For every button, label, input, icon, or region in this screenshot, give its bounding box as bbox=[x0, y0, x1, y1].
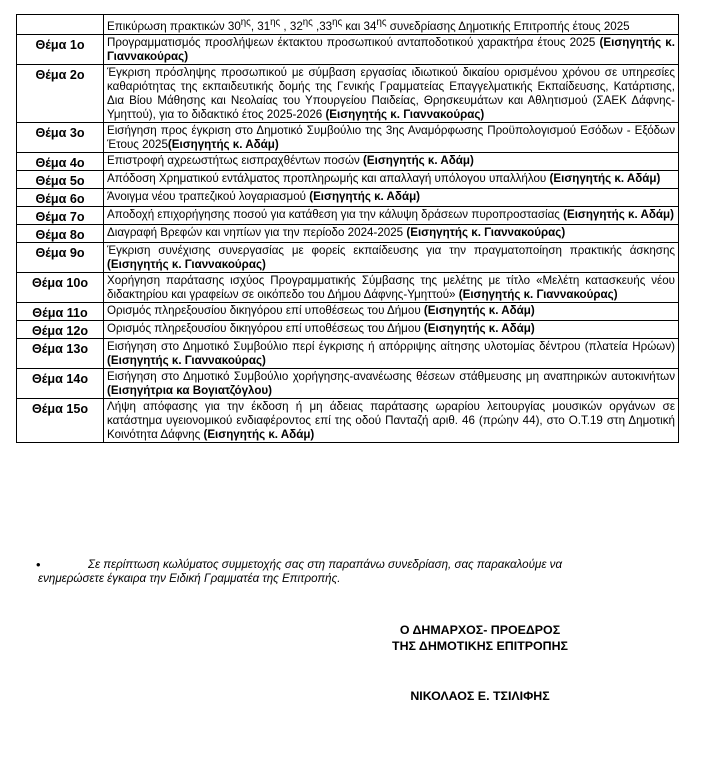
bullet-icon: • bbox=[36, 557, 41, 572]
agenda-item-number: Θέμα 5ο bbox=[17, 170, 104, 188]
agenda-row-minutes bbox=[17, 15, 679, 35]
note-line-2: ενημερώσετε έγκαιρα την Ειδική Γραμματέα της Επιτροπής. bbox=[38, 572, 341, 585]
agenda-table bbox=[16, 14, 679, 443]
agenda-row bbox=[17, 152, 679, 170]
agenda-item-number: Θέμα 1ο bbox=[17, 34, 104, 64]
agenda-item-description: Εισήγηση στο Δημοτικό Συμβούλιο χορήγησης-ανανέωσης θέσεων στάθμευσης μη αναπηρικών αυτοκινήτων (Εισηγήτρια κα Βογιατζόγλου) bbox=[104, 368, 679, 398]
rapporteur: (Εισηγητής κ. Αδάμ) bbox=[549, 171, 661, 185]
agenda-row bbox=[17, 206, 679, 224]
agenda-row bbox=[17, 224, 679, 242]
agenda-item-number: Θέμα 8ο bbox=[17, 224, 104, 242]
agenda-item-description: Εισήγηση προς έγκριση στο Δημοτικό Συμβούλιο της 3ης Αναμόρφωσης Προϋπολογισμού Εσόδων - Εξόδων Έτους 2025(Εισηγητής κ. Αδάμ) bbox=[104, 122, 679, 152]
agenda-item-description: Αποδοχή επιχορήγησης ποσού για κατάθεση για την κάλυψη δράσεων πυροπροστασίας (Εισηγητής κ. Αδάμ) bbox=[104, 206, 679, 224]
agenda-item-number: Θέμα 10ο bbox=[17, 272, 104, 302]
agenda-item-description: Ορισμός πληρεξουσίου δικηγόρου επί υποθέσεως του Δήμου (Εισηγητής κ. Αδάμ) bbox=[104, 320, 679, 338]
agenda-row bbox=[17, 320, 679, 338]
agenda-row bbox=[17, 302, 679, 320]
agenda-row bbox=[17, 122, 679, 152]
rapporteur: (Εισηγητής κ. Αδάμ) bbox=[203, 427, 315, 441]
agenda-item-description: Απόδοση Χρηματικού εντάλματος προπληρωμής και απαλλαγή υπόλογου υπαλλήλου (Εισηγητής κ. Αδάμ) bbox=[104, 170, 679, 188]
agenda-item-number: Θέμα 4ο bbox=[17, 152, 104, 170]
agenda-item-description: Επιστροφή αχρεωστήτως εισπραχθέντων ποσών (Εισηγητής κ. Αδάμ) bbox=[104, 152, 679, 170]
rapporteur: (Εισηγητής κ. Γιαννακούρας) bbox=[458, 287, 618, 301]
agenda-row bbox=[17, 170, 679, 188]
rapporteur: (Εισηγητής κ. Γιαννακούρας) bbox=[406, 225, 566, 239]
agenda-row bbox=[17, 34, 679, 64]
agenda-row bbox=[17, 64, 679, 122]
agenda-item-number: Θέμα 13ο bbox=[17, 338, 104, 368]
agenda-item-number bbox=[17, 15, 104, 35]
agenda-item-description: Άνοιγμα νέου τραπεζικού λογαριασμού (Εισηγητής κ. Αδάμ) bbox=[104, 188, 679, 206]
signatory-name: ΝΙΚΟΛΑΟΣ Ε. ΤΣΙΛΙΦΗΣ bbox=[410, 689, 550, 703]
agenda-item-description: Προγραμματισμός προσλήψεων έκτακτου προσωπικού ανταποδοτικού χαρακτήρα έτους 2025 (Εισηγητής κ. Γιαννακούρας) bbox=[104, 34, 679, 64]
rapporteur: (Εισηγητής κ. Αδάμ) bbox=[167, 137, 279, 151]
rapporteur: (Εισηγητής κ. Αδάμ) bbox=[309, 189, 421, 203]
attendance-note bbox=[38, 558, 648, 586]
agenda-item-number: Θέμα 7ο bbox=[17, 206, 104, 224]
agenda-item-number: Θέμα 11ο bbox=[17, 302, 104, 320]
signature-title-1: Ο ΔΗΜΑΡΧΟΣ- ΠΡΟΕΔΡΟΣ bbox=[399, 623, 561, 637]
rapporteur: (Εισηγητής κ. Αδάμ) bbox=[423, 321, 535, 335]
agenda-item-number: Θέμα 15ο bbox=[17, 398, 104, 442]
agenda-item-number: Θέμα 14ο bbox=[17, 368, 104, 398]
agenda-item-description: Λήψη απόφασης για την έκδοση ή μη άδειας παράτασης ωραρίου λειτουργίας μουσικών οργάνων σε κατάστημα υγειονομικού ενδιαφέροντος επί της οδού Πανταζή αριθ. 46 (πρώην 44), στο Ο.Τ.19 στη Δημοτική Κοινότητα Δάφνης (Εισηγητής κ. Αδάμ) bbox=[104, 398, 679, 442]
rapporteur: (Εισηγητής κ. Αδάμ) bbox=[563, 207, 674, 221]
agenda-item-description: Έγκριση συνέχισης συνεργασίας με φορείς εκπαίδευσης για την πραγματοποίηση πρακτικής άσκησης (Εισηγητής κ. Γιαννακούρας) bbox=[104, 242, 679, 272]
agenda-item-description: Επικύρωση πρακτικών $30^{\eta\varsigma}$, $31^{\eta\varsigma}$ , $32^{\eta\varsigma}$ $,33^{\eta\varsigma}$ και $34^{\eta\varsigma}$ συνεδρίασης Δημοτικής Επιτροπής έτους 2025 bbox=[104, 15, 679, 35]
agenda-item-number: Θέμα 3ο bbox=[17, 122, 104, 152]
rapporteur: (Εισηγητής κ. Γιαννακούρας) bbox=[325, 107, 485, 121]
agenda-row bbox=[17, 338, 679, 368]
agenda-row bbox=[17, 398, 679, 442]
agenda-item-description: Εισήγηση στο Δημοτικό Συμβούλιο περί έγκρισης ή απόρριψης αίτησης υλοτομίας δέντρου (πλατεία Ηρώων) (Εισηγητής κ. Γιαννακούρας) bbox=[104, 338, 679, 368]
agenda-row bbox=[17, 188, 679, 206]
agenda-item-number: Θέμα 6ο bbox=[17, 188, 104, 206]
rapporteur: (Εισηγήτρια κα Βογιατζόγλου) bbox=[107, 383, 273, 397]
agenda-row bbox=[17, 272, 679, 302]
agenda-row bbox=[17, 368, 679, 398]
agenda-row bbox=[17, 242, 679, 272]
agenda-item-description: Χορήγηση παράτασης ισχύος Προγραμματικής Σύμβασης της μελέτης με τίτλο «Μελέτη κατασκευής νέου διδακτηρίου και γραφείων σε οικόπεδο του Δήμου Δάφνης-Υμηττού» (Εισηγητής κ. Γιαννακούρας) bbox=[104, 272, 679, 302]
agenda-item-number: Θέμα 9ο bbox=[17, 242, 104, 272]
note-line-1: Σε περίπτωση κωλύματος συμμετοχής σας στη παραπάνω συνεδρίαση, σας παρακαλούμε να bbox=[88, 558, 563, 571]
rapporteur: (Εισηγητής κ. Αδάμ) bbox=[363, 153, 474, 167]
rapporteur: (Εισηγητής κ. Γιαννακούρας) bbox=[107, 35, 675, 63]
agenda-item-number: Θέμα 2ο bbox=[17, 64, 104, 122]
rapporteur: (Εισηγητής κ. Γιαννακούρας) bbox=[107, 257, 266, 271]
agenda-item-description: Διαγραφή Βρεφών και νηπίων για την περίοδο 2024-2025 (Εισηγητής κ. Γιαννακούρας) bbox=[104, 224, 679, 242]
rapporteur: (Εισηγητής κ. Γιαννακούρας) bbox=[107, 353, 266, 367]
agenda-item-description: Ορισμός πληρεξουσίου δικηγόρου επί υποθέσεως του Δήμου (Εισηγητής κ. Αδάμ) bbox=[104, 302, 679, 320]
signature-title-2: ΤΗΣ ΔΗΜΟΤΙΚΗΣ ΕΠΙΤΡΟΠΗΣ bbox=[392, 639, 568, 653]
agenda-item-number: Θέμα 12ο bbox=[17, 320, 104, 338]
rapporteur: (Εισηγητής κ. Αδάμ) bbox=[423, 303, 535, 317]
agenda-item-description: Έγκριση πρόσληψης προσωπικού με σύμβαση εργασίας ιδιωτικού δικαίου ορισμένου χρόνου σε υπηρεσίες καθαριότητας της εκπαιδευτικής δομής της Γενικής Γραμματείας Επαγγελματικής Εκπαίδευσης, Κατάρτισης, Δια Βίου Μάθησης και Νεολαίας του Υπουργείου Παιδείας, Θρησκευμάτων και Αθλητισμού (ΣΑΕΚ Δάφνης-Υμηττού), για το διδακτικό έτος 2025-2026 (Εισηγητής κ. Γιαννακούρας) bbox=[104, 64, 679, 122]
